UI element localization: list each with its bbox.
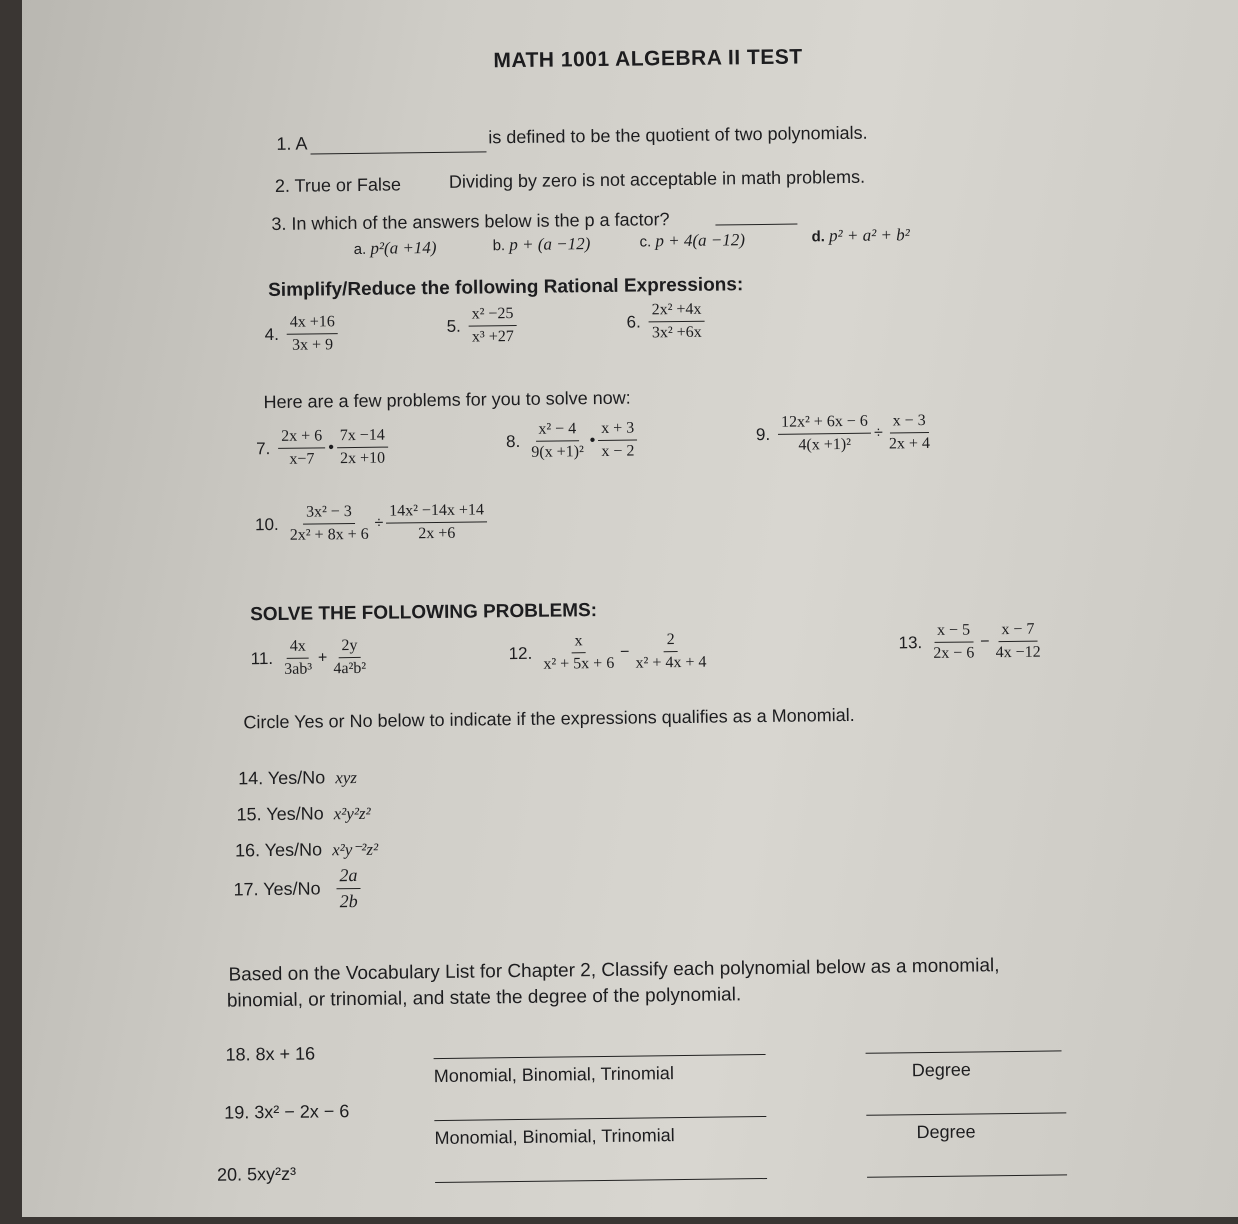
numerator: 2x² +4x [649, 301, 705, 323]
expression: x²y⁻²z² [332, 839, 379, 860]
q2-text: Dividing by zero is not acceptable in math problems. [448, 166, 866, 192]
classify-20-degree-blank[interactable] [867, 1174, 1067, 1177]
classify-20-label: 20. 5xy²z³ [216, 1163, 297, 1185]
section-classify-instructions-1: Based on the Vocabulary List for Chapter 2, Classify each polynomial below as a monomial, [228, 955, 1000, 986]
denominator: x³ +27 [471, 328, 514, 346]
problem-number: 10. [254, 514, 279, 534]
expression: xyz [335, 767, 358, 788]
classify-18-degree-blank[interactable] [866, 1050, 1062, 1053]
classify-19-degree-caption: Degree [916, 1121, 976, 1143]
operator: • [328, 438, 335, 456]
fraction [286, 503, 371, 545]
problem-8 [506, 420, 640, 463]
numerator: x² −25 [469, 305, 517, 327]
problem-number: 13. [898, 632, 923, 652]
denominator: 3x² +6x [651, 323, 702, 342]
classify-19-label: 19. 3x² − 2x − 6 [224, 1101, 350, 1123]
fraction [281, 637, 315, 678]
problem-number: 7. [256, 438, 271, 458]
section-simplify-heading: Simplify/Reduce the following Rational Expressions: [268, 274, 744, 302]
fraction [649, 301, 705, 343]
numerator: x − 5 [934, 621, 973, 642]
classify-18-type-caption: Monomial, Binomial, Trinomial [433, 1063, 675, 1087]
q1-answer-blank[interactable] [311, 151, 487, 154]
classify-18-type-blank[interactable] [434, 1054, 766, 1059]
operator: • [589, 431, 596, 449]
problem-number: 9. [755, 424, 771, 444]
fraction [337, 427, 389, 469]
section-classify-instructions-2: binomial, or trinomial, and state the degree of the polynomial. [226, 984, 742, 1012]
choice-letter: c. [639, 233, 652, 251]
problem-5 [446, 305, 519, 347]
denominator: 4(x +1)² [798, 435, 852, 454]
numerator: 2a [336, 865, 360, 889]
monomial-item-17[interactable] [233, 865, 363, 914]
problem-number: 12. [508, 643, 533, 663]
numerator: x² − 4 [535, 420, 579, 442]
classify-19-degree-blank[interactable] [866, 1112, 1066, 1115]
q1-prefix: 1. A [276, 133, 308, 154]
numerator: x − 3 [890, 412, 929, 433]
operator: − [980, 632, 990, 650]
denominator: x − 2 [601, 442, 635, 460]
numerator: 3x² − 3 [303, 503, 355, 525]
problem-number: 4. [264, 324, 280, 344]
q2-label: 2. True or False [274, 174, 402, 196]
problem-number: 11. [250, 648, 274, 668]
fraction [330, 637, 369, 678]
section-solve-heading: SOLVE THE FOLLOWING PROBLEMS: [250, 600, 598, 626]
denominator: x−7 [289, 450, 315, 468]
expression: x²y²z² [333, 803, 371, 824]
problem-number: 8. [505, 431, 521, 451]
operator: + [317, 648, 328, 666]
problem-4 [264, 313, 340, 355]
classify-19-type-blank[interactable] [434, 1116, 766, 1121]
classify-20-type-blank[interactable] [435, 1178, 767, 1183]
q3-choice-c[interactable] [640, 232, 746, 250]
fraction [886, 412, 934, 454]
numerator: 7x −14 [337, 427, 388, 449]
page-title: MATH 1001 ALGEBRA II TEST [493, 45, 803, 73]
classify-18-degree-caption: Degree [911, 1059, 971, 1081]
choice-letter: a. [353, 240, 367, 258]
denominator: x² + 4x + 4 [635, 653, 707, 672]
denominator: 9(x +1)² [531, 443, 584, 461]
operator: − [620, 643, 630, 661]
fraction [632, 631, 709, 673]
numerator: x [571, 632, 585, 653]
problem-10 [255, 501, 490, 545]
fraction [930, 621, 978, 663]
choice-letter: d. [811, 228, 826, 246]
denominator: 2x² + 8x + 6 [289, 525, 369, 544]
numerator: x − 7 [998, 621, 1037, 642]
problem-number: 5. [446, 316, 461, 336]
problem-13 [898, 621, 1046, 664]
monomial-item-14[interactable] [238, 767, 357, 789]
numerator: 12x² + 6x − 6 [778, 413, 871, 435]
classify-18-label: 18. 8x + 16 [225, 1043, 316, 1065]
classify-19-type-caption: Monomial, Binomial, Trinomial [434, 1125, 675, 1149]
numerator: 2y [338, 637, 360, 658]
denominator: 2x +10 [339, 449, 386, 468]
numerator: x + 3 [598, 420, 637, 441]
problem-12 [508, 631, 711, 674]
monomial-item-16[interactable] [235, 839, 378, 862]
choice-expr: p + (a −12) [509, 234, 591, 255]
yes-no-label[interactable]: 16. Yes/No [234, 839, 323, 861]
denominator: 2b [339, 890, 358, 912]
yes-no-label[interactable]: 15. Yes/No [236, 803, 324, 825]
denominator: 2x + 4 [888, 434, 931, 453]
q3-answer-blank[interactable] [715, 224, 797, 226]
fraction [540, 632, 617, 674]
denominator: 4x −12 [995, 643, 1041, 662]
fraction [598, 420, 638, 461]
yes-no-label[interactable]: 17. Yes/No [233, 878, 321, 900]
section-solve-intro: Here are a few problems for you to solve now: [263, 387, 631, 413]
denominator: 4a²b² [333, 659, 367, 678]
numerator: 2 [664, 631, 678, 652]
problem-7 [256, 427, 390, 470]
fraction [386, 501, 487, 543]
choice-expr: p + 4(a −12) [655, 230, 746, 251]
choice-expr: p²(a +14) [370, 237, 437, 258]
problem-6 [626, 301, 707, 343]
denominator: x² + 5x + 6 [543, 654, 615, 673]
fraction [992, 621, 1044, 663]
fraction [278, 427, 326, 469]
numerator: 4x [287, 638, 309, 659]
numerator: 2x + 6 [278, 427, 325, 449]
numerator: 14x² −14x +14 [386, 501, 487, 523]
fraction [778, 413, 871, 455]
denominator: 2x − 6 [933, 644, 975, 662]
monomial-item-15[interactable] [236, 803, 370, 826]
fraction [287, 313, 339, 355]
choice-expr: p² + a² + b² [828, 225, 910, 246]
denominator: 3ab³ [284, 660, 313, 678]
fraction [336, 865, 361, 912]
q3-choice-d[interactable] [811, 227, 909, 245]
fraction [469, 305, 517, 347]
problem-11 [250, 637, 371, 679]
q3-choice-b[interactable] [493, 236, 591, 254]
q1-text: is defined to be the quotient of two polynomials. [488, 122, 868, 148]
q3-text: 3. In which of the answers below is the p a factor? [271, 209, 670, 234]
operator: ÷ [374, 514, 384, 532]
q3-choice-a[interactable] [353, 237, 437, 258]
choice-letter: b. [492, 237, 506, 255]
denominator: 3x + 9 [291, 336, 334, 354]
section-monomial-instructions: Circle Yes or No below to indicate if the expressions qualifies as a Monomial. [243, 704, 855, 733]
problem-number: 6. [626, 311, 641, 332]
denominator: 2x +6 [418, 524, 456, 543]
numerator: 4x +16 [287, 313, 338, 335]
yes-no-label[interactable]: 14. Yes/No [238, 767, 326, 789]
operator: ÷ [873, 424, 883, 442]
fraction [528, 420, 587, 462]
problem-9 [756, 412, 935, 455]
